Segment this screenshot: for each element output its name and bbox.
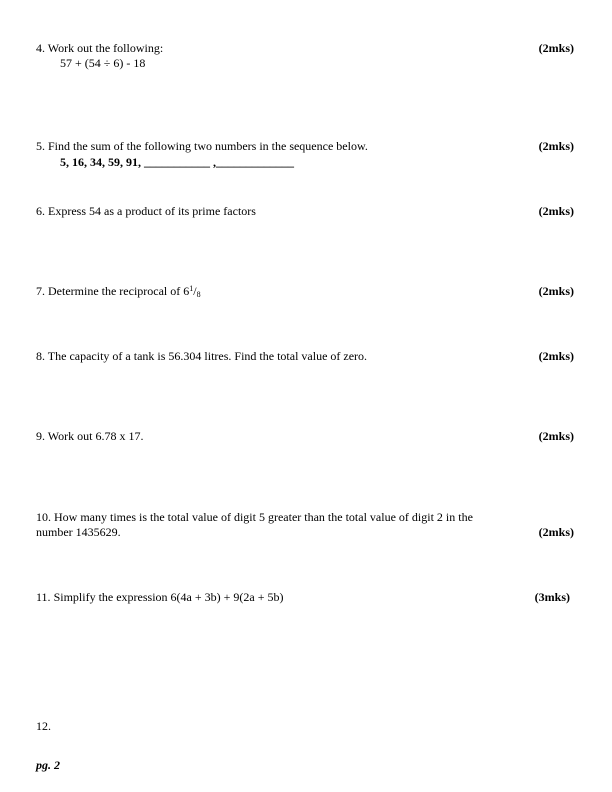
marks-label: (2mks) (538, 204, 574, 218)
question-number: 8. (36, 349, 45, 363)
marks-label: (2mks) (538, 139, 574, 153)
question-number: 4. (36, 41, 45, 55)
question-11 (36, 590, 284, 604)
question-text: Determine the reciprocal of 6 (48, 284, 190, 298)
question-number: 9. (36, 429, 45, 443)
question-number: 10. (36, 510, 51, 524)
question-5 (36, 139, 368, 153)
question-text: Simplify the expression 6(4a + 3b) + 9(2a + 5b) (53, 590, 284, 604)
sequence-line: 5, 16, 34, 59, 91, ___________ ,_____________ (60, 155, 294, 169)
marks-label: (2mks) (538, 41, 574, 55)
question-9 (36, 429, 144, 443)
page-number: pg. 2 (36, 758, 60, 772)
question-8 (36, 349, 367, 363)
question-number: 12. (36, 719, 51, 733)
question-7 (36, 284, 201, 298)
question-number: 7. (36, 284, 45, 298)
question-6 (36, 204, 256, 218)
question-text: How many times is the total value of digit 5 greater than the total value of digit 2 in the (54, 510, 473, 524)
marks-label: (2mks) (538, 525, 574, 539)
question-12 (36, 719, 51, 733)
fraction-numerator: 1 (189, 284, 194, 293)
marks-label: (2mks) (538, 429, 574, 443)
question-4-expression: 57 + (54 ÷ 6) - 18 (60, 56, 146, 70)
question-text: The capacity of a tank is 56.304 litres. Find the total value of zero. (47, 349, 368, 363)
question-number: 5. (36, 139, 45, 153)
question-text: Work out the following: (47, 41, 164, 55)
question-10 (36, 510, 473, 524)
marks-label: (3mks) (534, 590, 570, 604)
question-number: 11. (36, 590, 51, 604)
marks-label: (2mks) (538, 349, 574, 363)
question-number: 6. (36, 204, 45, 218)
question-4 (36, 41, 163, 55)
question-text: Work out 6.78 x 17. (47, 429, 144, 443)
question-text: Express 54 as a product of its prime factors (48, 204, 256, 218)
marks-label: (2mks) (538, 284, 574, 298)
question-10-continuation: number 1435629. (36, 525, 121, 539)
fraction-denominator: 8 (196, 290, 201, 299)
fraction-separator: / (193, 284, 197, 298)
question-text: Find the sum of the following two numbers in the sequence below. (48, 139, 368, 153)
